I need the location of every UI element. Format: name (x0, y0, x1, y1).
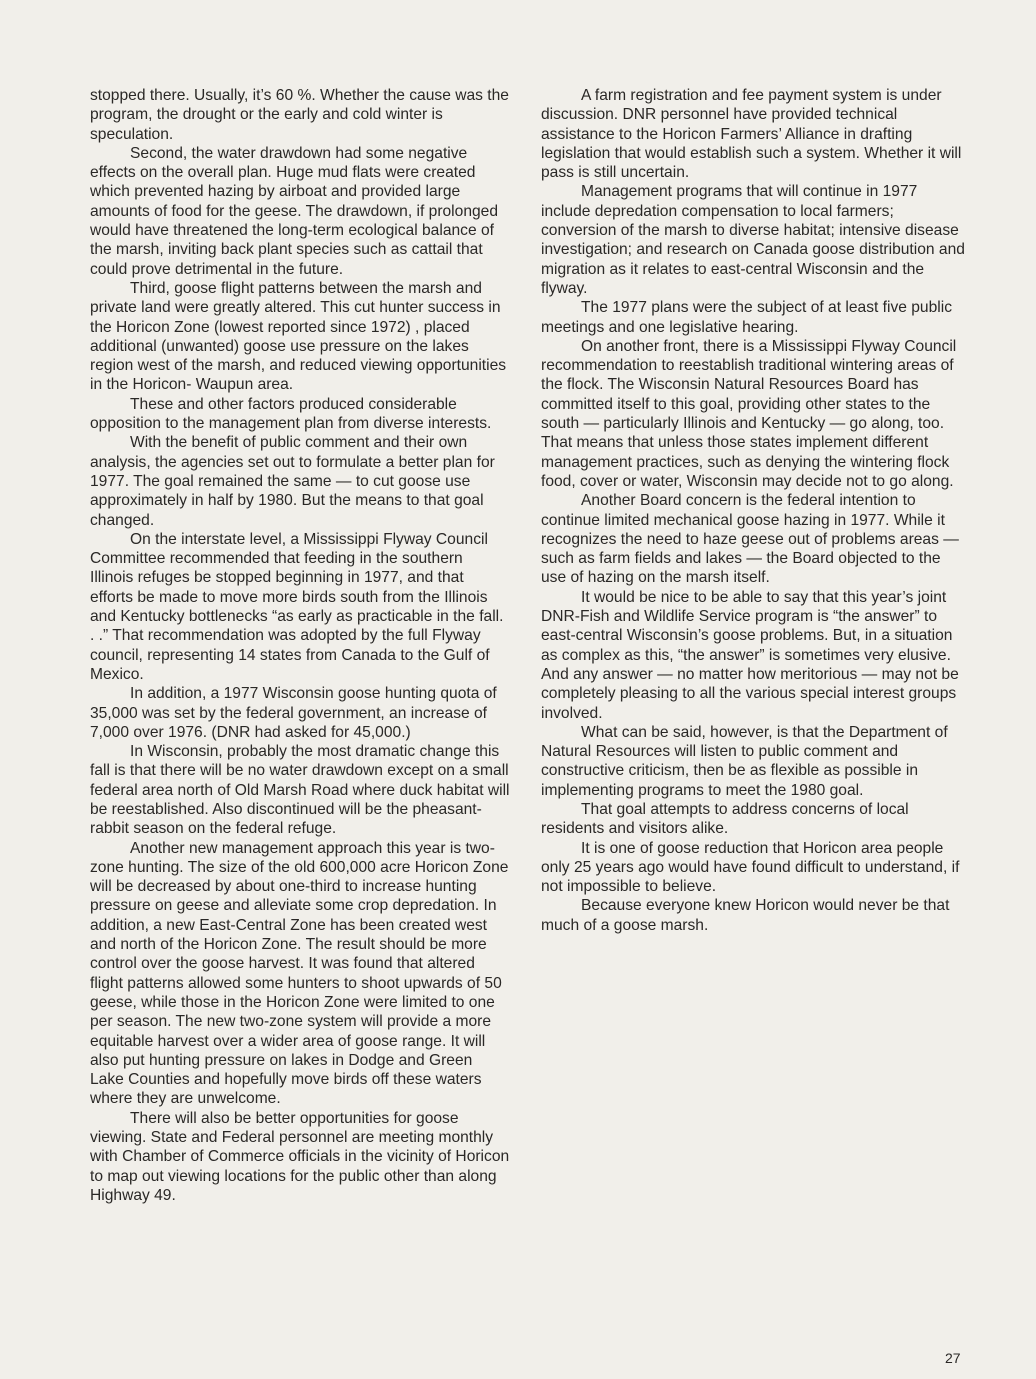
paragraph: These and other factors produced considerable opposition to the management plan from diverse interests. (90, 395, 492, 433)
paragraph: It is one of goose reduction that Horicon area people only 25 years ago would have found difficult to understand, if not impossible to believe. (541, 839, 960, 896)
paragraph: Because everyone knew Horicon would never be that much of a goose marsh. (541, 897, 950, 934)
paragraph: On another front, there is a Mississippi Flyway Council recommendation to reestablish traditional wintering areas of the flock. The Wisconsin Natural Resources Board has committed itself to this goal, providing other states to the south — particularly Illinois and Kentucky — go along, too. That means that unless those states implement different management practices, such as denying the wintering flock food, cover or water, Wisconsin may decide not to go along. (541, 337, 957, 490)
paragraph: Another new management approach this year is two-zone hunting. The size of the old 600,000 acre Horicon Zone will be decreased by about one-third to increase hunting pressure on geese and alleviate some crop depredation. In addition, a new East-Central Zone has been created west and north of the Horicon Zone. The result should be more control over the goose harvest. It was found that altered flight patterns allowed some hunters to shoot upwards of 50 geese, while those in the Horicon Zone were limited to one per season. The new two-zone system will provide a more equitable harvest over a wider area of goose range. It will also put hunting pressure on lakes in Dodge and Green Lake Counties and hopefully move birds off these waters where they are unwelcome. (90, 839, 509, 1108)
page-number: 27 (945, 1350, 961, 1366)
paragraph: The 1977 plans were the subject of at least five public meetings and one legislative hearing. (541, 299, 953, 336)
paragraph: That goal attempts to address concerns of local residents and visitors alike. (541, 800, 909, 838)
paragraph: There will also be better opportunities for goose viewing. State and Federal personnel are meeting monthly with Chamber of Commerce officials in the vicinity of Horicon to map out viewing locations for the public other than along Highway 49. (90, 1109, 510, 1204)
paragraph: Management programs that will continue in 1977 include depredation compensation to local farmers; conversion of the marsh to diverse habitat; intensive disease investigation; and research on Canada goose distribution and migration as it relates to east-central Wisconsin and the flyway. (541, 183, 965, 297)
paragraph: With the benefit of public comment and their own analysis, the agencies set out to formulate a better plan for 1977. The goal remained the same — to cut goose use approximately in half by 1980. But the means to that goal changed. (90, 434, 495, 529)
paragraph: A farm registration and fee payment system is under discussion. DNR personnel have provided technical assistance to the Horicon Farmers’ Alliance in drafting legislation that would establish such a system. Whether it will pass is still uncertain. (541, 87, 962, 182)
paragraph: Another Board concern is the federal intention to continue limited mechanical goose hazing in 1977. While it recognizes the need to haze geese out of problems areas — such as farm fields and lakes — the Board objected to the use of hazing on the marsh itself. (541, 492, 959, 587)
paragraph: It would be nice to be able to say that this year’s joint DNR-Fish and Wildlife Service program is “the answer” to east-central Wisconsin’s goose problems. But, in a situation as complex as this, “the answer” is sometimes very elusive. And any answer — no matter how meritorious — may not be completely pleasing to all the various special interest groups involved. (541, 588, 959, 722)
paragraph: What can be said, however, is that the Department of Natural Resources will listen to public comment and constructive criticism, then be as flexible as possible in implementing programs to meet the 1980 goal. (541, 723, 948, 799)
paragraph: On the interstate level, a Mississippi Flyway Council Committee recommended that feeding in the southern Illinois refuges be stopped beginning in 1977, and that efforts be made to move more birds south from the Illinois and Kentucky bottlenecks “as early as practicable in the fall. . .” That recommendation was adopted by the full Flyway council, representing 14 states from Canada to the Gulf of Mexico. (90, 530, 504, 683)
paragraph: In Wisconsin, probably the most dramatic change this fall is that there will be no water drawdown except on a small federal area north of Old Marsh Road where duck habitat will be reestablished. Also discontinued will be the pheasant-rabbit season on the federal refuge. (90, 743, 510, 838)
left-column (90, 86, 510, 1205)
paragraph: stopped there. Usually, it’s 60 %. Whether the cause was the program, the drought or the early and cold winter is speculation. (90, 87, 509, 143)
right-column (541, 86, 966, 935)
paragraph: Third, goose flight patterns between the marsh and private land were greatly altered. This cut hunter success in the Horicon Zone (lowest reported since 1972) , placed additional (unwanted) goose use pressure on the lakes region west of the marsh, and reduced viewing opportunities in the Horicon- Waupun area. (90, 279, 507, 394)
paragraph: Second, the water drawdown had some negative effects on the overall plan. Huge mud flats were created which prevented hazing by airboat and provided large amounts of food for the geese. The drawdown, if prolonged would have threatened the long-term ecological balance of the marsh, inviting back plant species such as cattail that could prove detrimental in the future. (90, 144, 499, 278)
paragraph: In addition, a 1977 Wisconsin goose hunting quota of 35,000 was set by the federal government, an increase of 7,000 over 1976. (DNR had asked for 45,000.) (90, 685, 497, 741)
